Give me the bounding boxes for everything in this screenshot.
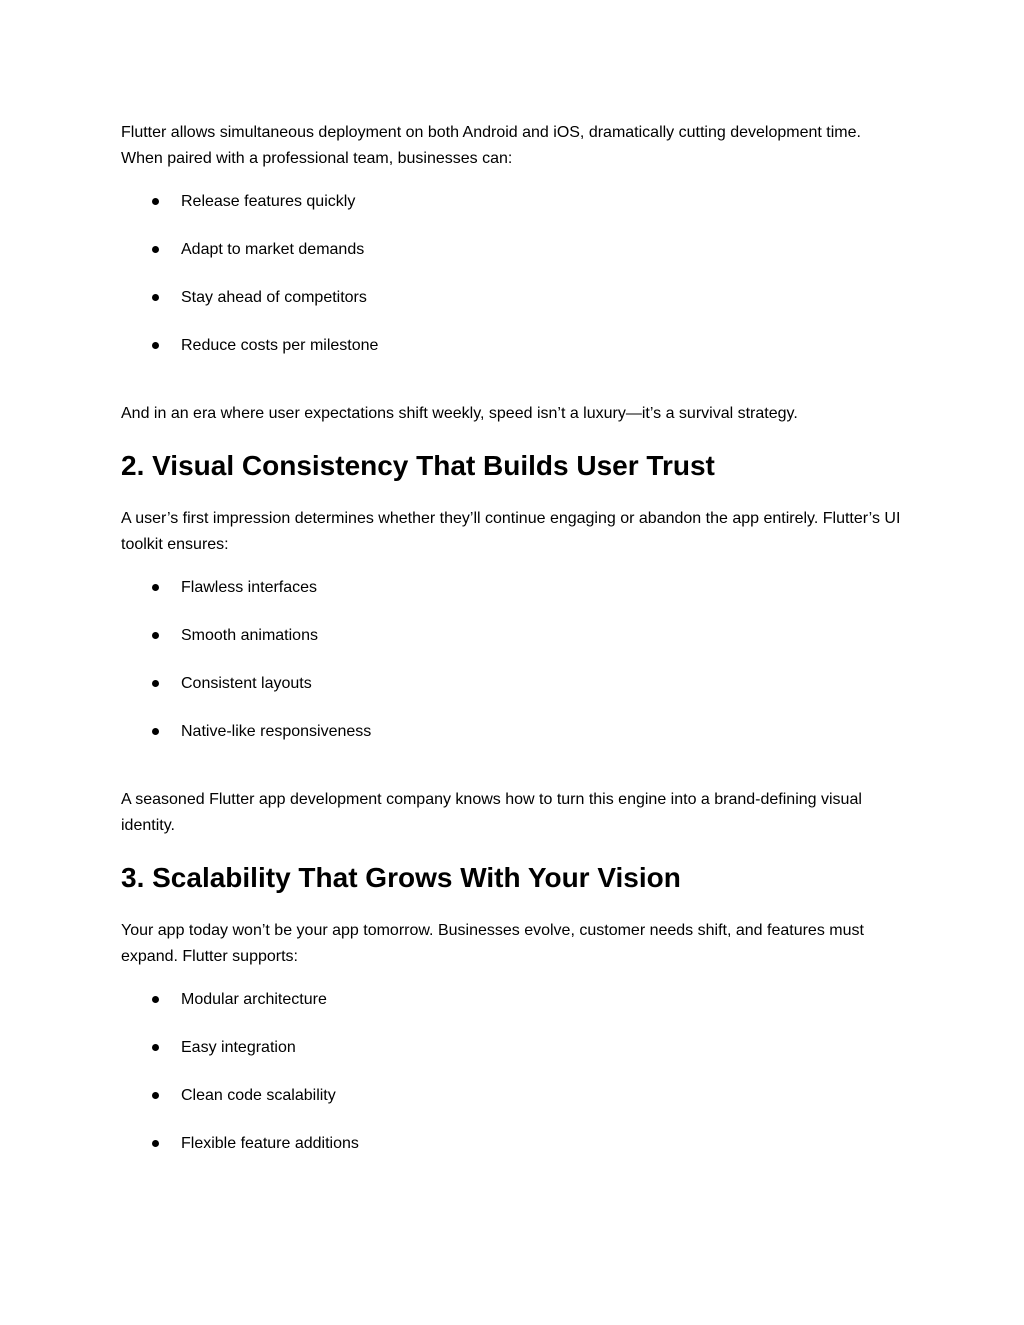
bullet-icon	[152, 1140, 159, 1147]
list-item	[121, 575, 903, 601]
bullet-icon	[152, 680, 159, 687]
list-item-label: Smooth animations	[181, 627, 318, 644]
bullet-icon	[152, 728, 159, 735]
bullet-icon	[152, 1092, 159, 1099]
list-item-label: Reduce costs per milestone	[181, 337, 379, 354]
list-item-label: Modular architecture	[181, 991, 327, 1008]
list-item	[121, 1083, 903, 1109]
section-3-heading: 3. Scalability That Grows With Your Vision	[121, 862, 681, 893]
bullet-icon	[152, 1044, 159, 1051]
bullet-icon	[152, 632, 159, 639]
bullet-icon	[152, 342, 159, 349]
bullet-icon	[152, 294, 159, 301]
list-item	[121, 1131, 903, 1157]
bullet-icon	[152, 584, 159, 591]
list-item-label: Flexible feature additions	[181, 1135, 359, 1152]
section-2-closing-paragraph: A seasoned Flutter app development company knows how to turn this engine into a brand-defining visual identity.	[121, 791, 862, 834]
list-item-label: Easy integration	[181, 1039, 296, 1056]
section-3-bullet-list	[121, 987, 903, 1157]
list-item-label: Adapt to market demands	[181, 241, 365, 258]
list-item	[121, 671, 903, 697]
list-item	[121, 333, 903, 359]
speed-note-paragraph: And in an era where user expectations shift weekly, speed isn’t a luxury—it’s a survival strategy.	[121, 405, 798, 422]
intro-paragraph: Flutter allows simultaneous deployment on both Android and iOS, dramatically cutting development time. When paired with a professional team, businesses can:	[121, 124, 861, 167]
section-2-intro-paragraph: A user’s first impression determines whether they’ll continue engaging or abandon the app entirely. Flutter’s UI toolkit ensures:	[121, 510, 901, 553]
bullet-icon	[152, 996, 159, 1003]
bullet-icon	[152, 246, 159, 253]
section-3-intro-paragraph: Your app today won’t be your app tomorrow. Businesses evolve, customer needs shift, and features must expand. Flutter supports:	[121, 922, 864, 965]
list-item	[121, 987, 903, 1013]
section-2-heading: 2. Visual Consistency That Builds User Trust	[121, 450, 715, 481]
list-item	[121, 719, 903, 745]
list-item	[121, 623, 903, 649]
list-item-label: Native-like responsiveness	[181, 723, 372, 740]
list-item-label: Stay ahead of competitors	[181, 289, 367, 306]
list-item	[121, 1035, 903, 1061]
bullet-icon	[152, 198, 159, 205]
list-item-label: Flawless interfaces	[181, 579, 318, 596]
section-2-bullet-list	[121, 575, 903, 745]
list-item	[121, 285, 903, 311]
list-item	[121, 189, 903, 215]
intro-bullet-list	[121, 189, 903, 359]
list-item-label: Release features quickly	[181, 193, 356, 210]
list-item-label: Consistent layouts	[181, 675, 312, 692]
list-item-label: Clean code scalability	[181, 1087, 336, 1104]
list-item	[121, 237, 903, 263]
